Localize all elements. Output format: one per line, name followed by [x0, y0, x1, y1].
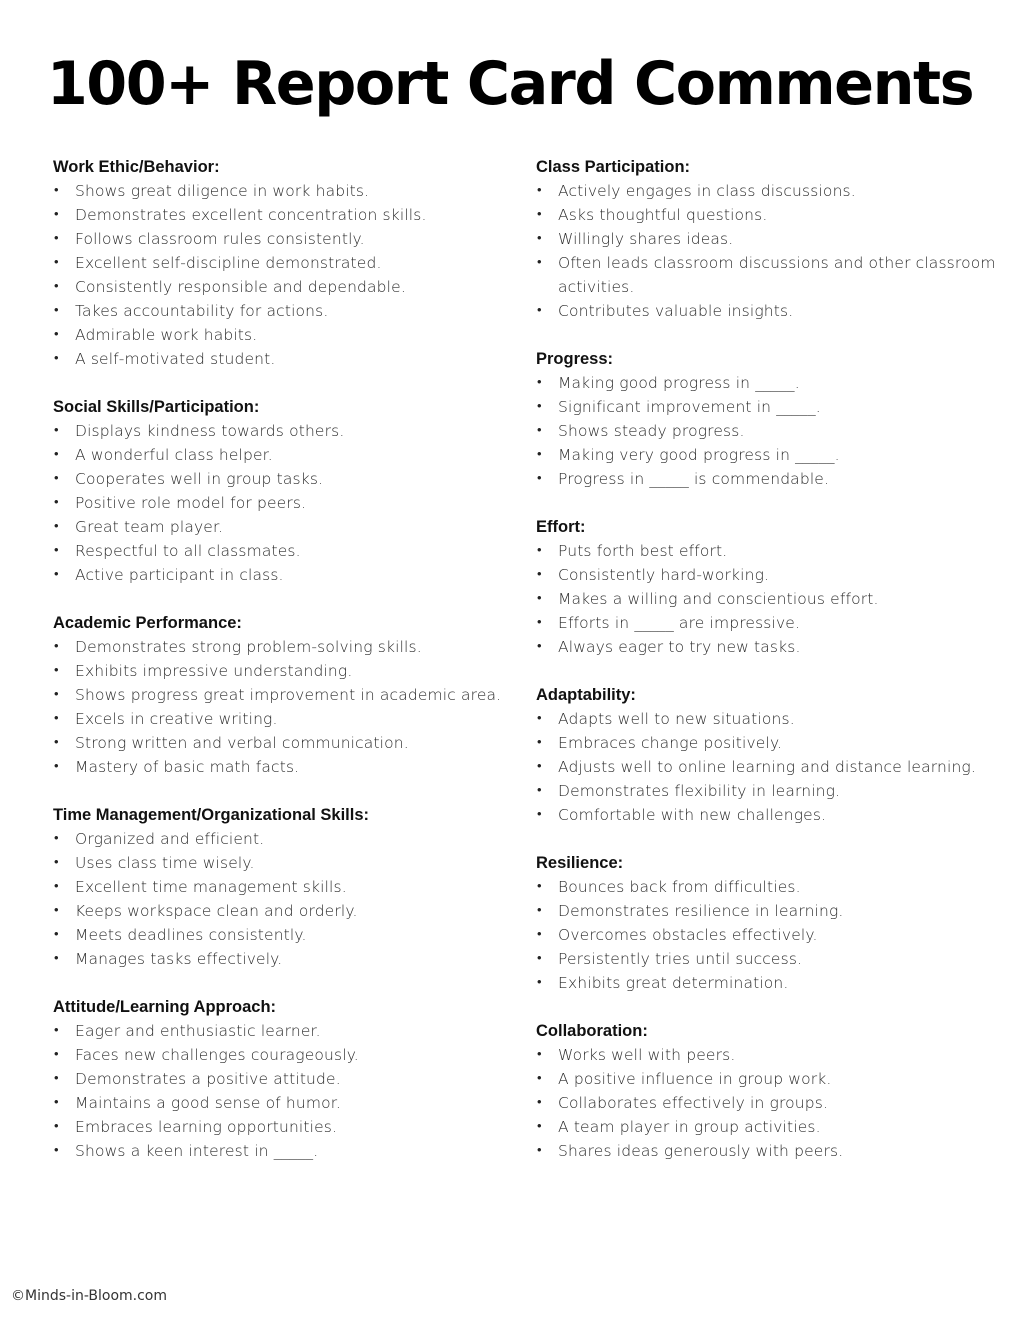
bullet-icon: •	[54, 279, 59, 294]
comment-text: Embraces change positively.	[558, 734, 783, 752]
bullet-icon: •	[54, 255, 59, 270]
section-heading: Progress:	[536, 350, 614, 368]
bullet-icon: •	[54, 1071, 59, 1086]
bullet-icon: •	[54, 927, 59, 942]
bullet-icon: •	[54, 1095, 59, 1110]
bullet-icon: •	[537, 303, 542, 318]
comment-text: Demonstrates excellent concentration skills.	[75, 206, 427, 224]
bullet-icon: •	[54, 1143, 59, 1158]
bullet-icon: •	[54, 903, 59, 918]
list-item	[53, 1043, 513, 1067]
comment-text: Adapts well to new situations.	[558, 710, 795, 728]
comment-text: Shows a keen interest in _____.	[75, 1142, 319, 1160]
comment-text: Consistently hard-working.	[558, 566, 770, 584]
bullet-icon: •	[54, 1119, 59, 1134]
comment-text: Excellent self-discipline demonstrated.	[75, 254, 382, 272]
list-item	[53, 1067, 513, 1091]
bullet-icon: •	[54, 735, 59, 750]
bullet-icon: •	[537, 1095, 542, 1110]
comment-text: Comfortable with new challenges.	[558, 806, 827, 824]
comment-text: Consistently responsible and dependable.	[75, 278, 406, 296]
comment-text: Persistently tries until success.	[558, 950, 803, 968]
section-heading: Attitude/Learning Approach:	[53, 998, 277, 1016]
list-item	[536, 179, 996, 203]
comment-text: Willingly shares ideas.	[558, 230, 734, 248]
section-progress	[536, 347, 996, 491]
comment-text: Displays kindness towards others.	[75, 422, 345, 440]
list-item	[53, 227, 513, 251]
list-item	[53, 755, 513, 779]
section-heading: Adaptability:	[536, 686, 636, 704]
comment-text: Making very good progress in _____.	[558, 446, 840, 464]
bullet-icon: •	[537, 1071, 542, 1086]
comment-text: Admirable work habits.	[75, 326, 258, 344]
section-heading: Academic Performance:	[53, 614, 242, 632]
list-item	[536, 371, 996, 395]
comment-text: Often leads classroom discussions and other classroom activities.	[558, 254, 996, 296]
list-item	[53, 443, 513, 467]
list-item	[53, 179, 513, 203]
bullet-icon: •	[537, 543, 542, 558]
list-item	[536, 203, 996, 227]
comment-text: A self-motivated student.	[75, 350, 276, 368]
bullet-icon: •	[537, 255, 542, 270]
comment-text: A positive influence in group work.	[558, 1070, 832, 1088]
bullet-icon: •	[537, 879, 542, 894]
comment-text: Demonstrates flexibility in learning.	[558, 782, 841, 800]
list-item	[53, 251, 513, 275]
list-item	[536, 1091, 996, 1115]
comment-text: Excellent time management skills.	[75, 878, 347, 896]
copyright-footer: ©Minds-in-Bloom.com	[11, 1288, 168, 1304]
section-class-participation	[536, 155, 996, 323]
comment-text: Collaborates effectively in groups.	[558, 1094, 829, 1112]
bullet-icon: •	[537, 807, 542, 822]
bullet-icon: •	[54, 759, 59, 774]
list-item	[536, 971, 996, 995]
comment-text: Organized and efficient.	[75, 830, 265, 848]
comment-text: Significant improvement in _____.	[558, 398, 821, 416]
list-item	[53, 299, 513, 323]
list-item	[53, 323, 513, 347]
bullet-icon: •	[54, 207, 59, 222]
comment-list	[536, 539, 996, 659]
bullet-icon: •	[537, 951, 542, 966]
bullet-icon: •	[537, 423, 542, 438]
list-item	[536, 803, 996, 827]
comment-text: Demonstrates resilience in learning.	[558, 902, 844, 920]
comment-text: Maintains a good sense of humor.	[75, 1094, 341, 1112]
list-item	[536, 563, 996, 587]
list-item	[536, 611, 996, 635]
list-item	[536, 395, 996, 419]
comment-list	[536, 179, 996, 323]
list-item	[536, 1043, 996, 1067]
comment-text: Embraces learning opportunities.	[75, 1118, 338, 1136]
bullet-icon: •	[54, 351, 59, 366]
comment-text: Actively engages in class discussions.	[558, 182, 856, 200]
list-item	[53, 731, 513, 755]
bullet-icon: •	[54, 855, 59, 870]
list-item	[536, 1115, 996, 1139]
bullet-icon: •	[54, 1023, 59, 1038]
list-item	[536, 899, 996, 923]
list-item	[53, 827, 513, 851]
bullet-icon: •	[54, 303, 59, 318]
section-academic-performance	[53, 611, 513, 779]
list-item	[53, 875, 513, 899]
comment-text: A wonderful class helper.	[75, 446, 273, 464]
comment-text: Takes accountability for actions.	[75, 302, 329, 320]
bullet-icon: •	[54, 447, 59, 462]
list-item	[536, 1067, 996, 1091]
list-item	[536, 467, 996, 491]
bullet-icon: •	[537, 735, 542, 750]
comment-text: Contributes valuable insights.	[558, 302, 794, 320]
comment-text: Strong written and verbal communication.	[75, 734, 409, 752]
list-item	[536, 251, 996, 299]
list-item	[536, 539, 996, 563]
list-item	[53, 515, 513, 539]
comment-text: Cooperates well in group tasks.	[75, 470, 324, 488]
list-item	[536, 731, 996, 755]
bullet-icon: •	[537, 783, 542, 798]
comment-text: Excels in creative writing.	[75, 710, 278, 728]
comment-list	[536, 371, 996, 491]
comment-list	[536, 875, 996, 995]
bullet-icon: •	[54, 423, 59, 438]
comment-text: Follows classroom rules consistently.	[75, 230, 365, 248]
list-item	[53, 1091, 513, 1115]
comment-text: Bounces back from difficulties.	[558, 878, 801, 896]
bullet-icon: •	[537, 447, 542, 462]
list-item	[53, 707, 513, 731]
list-item	[536, 419, 996, 443]
section-heading: Class Participation:	[536, 158, 691, 176]
section-work-ethic-behavior	[53, 155, 513, 371]
comment-text: Always eager to try new tasks.	[558, 638, 801, 656]
comment-text: Exhibits great determination.	[558, 974, 789, 992]
list-item	[536, 443, 996, 467]
bullet-icon: •	[537, 975, 542, 990]
bullet-icon: •	[54, 183, 59, 198]
comment-text: Manages tasks effectively.	[75, 950, 283, 968]
comment-list	[53, 827, 513, 971]
list-item	[536, 227, 996, 251]
bullet-icon: •	[537, 615, 542, 630]
bullet-icon: •	[537, 759, 542, 774]
comment-text: Uses class time wisely.	[75, 854, 255, 872]
section-heading: Effort:	[536, 518, 586, 536]
list-item	[536, 707, 996, 731]
list-item	[536, 635, 996, 659]
section-effort	[536, 515, 996, 659]
bullet-icon: •	[54, 639, 59, 654]
comment-text: Puts forth best effort.	[558, 542, 728, 560]
section-heading: Resilience:	[536, 854, 624, 872]
list-item	[53, 1139, 513, 1163]
comment-text: Demonstrates a positive attitude.	[75, 1070, 341, 1088]
bullet-icon: •	[537, 711, 542, 726]
bullet-icon: •	[537, 903, 542, 918]
comment-text: Respectful to all classmates.	[75, 542, 301, 560]
bullet-icon: •	[54, 567, 59, 582]
bullet-icon: •	[54, 543, 59, 558]
bullet-icon: •	[537, 375, 542, 390]
bullet-icon: •	[537, 927, 542, 942]
list-item	[53, 635, 513, 659]
bullet-icon: •	[537, 231, 542, 246]
comment-text: Overcomes obstacles effectively.	[558, 926, 818, 944]
comment-text: Keeps workspace clean and orderly.	[75, 902, 358, 920]
comment-text: Active participant in class.	[75, 566, 284, 584]
list-item	[53, 683, 513, 707]
comment-text: Exhibits impressive understanding.	[75, 662, 353, 680]
comment-text: Positive role model for peers.	[75, 494, 307, 512]
bullet-icon: •	[54, 1047, 59, 1062]
bullet-icon: •	[54, 495, 59, 510]
comment-text: Shares ideas generously with peers.	[558, 1142, 844, 1160]
bullet-icon: •	[537, 183, 542, 198]
comment-list	[53, 1019, 513, 1163]
bullet-icon: •	[54, 951, 59, 966]
comment-text: Great team player.	[75, 518, 224, 536]
comment-text: Progress in _____ is commendable.	[558, 470, 830, 488]
comment-text: Adjusts well to online learning and distance learning.	[558, 758, 976, 776]
list-item	[536, 299, 996, 323]
bullet-icon: •	[54, 519, 59, 534]
bullet-icon: •	[54, 711, 59, 726]
page-title: 100+ Report Card Comments	[46, 49, 974, 119]
list-item	[536, 1139, 996, 1163]
bullet-icon: •	[54, 687, 59, 702]
list-item	[536, 779, 996, 803]
comment-list	[53, 179, 513, 371]
comment-text: Meets deadlines consistently.	[75, 926, 307, 944]
list-item	[53, 275, 513, 299]
bullet-icon: •	[54, 663, 59, 678]
list-item	[53, 923, 513, 947]
list-item	[53, 347, 513, 371]
section-heading: Time Management/Organizational Skills:	[53, 806, 370, 824]
comment-text: Makes a willing and conscientious effort.	[558, 590, 879, 608]
bullet-icon: •	[54, 471, 59, 486]
bullet-icon: •	[54, 831, 59, 846]
list-item	[536, 587, 996, 611]
comment-list	[53, 419, 513, 587]
section-time-management-organizational-skills	[53, 803, 513, 971]
list-item	[53, 467, 513, 491]
bullet-icon: •	[54, 879, 59, 894]
section-social-skills-participation	[53, 395, 513, 587]
list-item	[53, 419, 513, 443]
comment-text: Shows great diligence in work habits.	[75, 182, 370, 200]
section-adaptability	[536, 683, 996, 827]
comment-text: A team player in group activities.	[558, 1118, 821, 1136]
comment-list	[536, 1043, 996, 1163]
bullet-icon: •	[537, 1119, 542, 1134]
bullet-icon: •	[537, 207, 542, 222]
comment-list	[536, 707, 996, 827]
right-column	[536, 155, 996, 1187]
bullet-icon: •	[537, 399, 542, 414]
bullet-icon: •	[54, 231, 59, 246]
list-item	[536, 875, 996, 899]
comment-text: Making good progress in _____.	[558, 374, 800, 392]
list-item	[53, 491, 513, 515]
bullet-icon: •	[537, 471, 542, 486]
section-collaboration	[536, 1019, 996, 1163]
comment-list	[53, 635, 513, 779]
list-item	[53, 1019, 513, 1043]
comment-text: Faces new challenges courageously.	[75, 1046, 359, 1064]
comment-text: Works well with peers.	[558, 1046, 736, 1064]
comment-text: Eager and enthusiastic learner.	[75, 1022, 321, 1040]
list-item	[536, 947, 996, 971]
list-item	[536, 923, 996, 947]
list-item	[53, 539, 513, 563]
bullet-icon: •	[537, 639, 542, 654]
bullet-icon: •	[537, 1047, 542, 1062]
comment-text: Asks thoughtful questions.	[558, 206, 768, 224]
bullet-icon: •	[54, 327, 59, 342]
comment-text: Demonstrates strong problem-solving skills.	[75, 638, 422, 656]
left-column	[53, 155, 513, 1187]
section-heading: Collaboration:	[536, 1022, 648, 1040]
section-resilience	[536, 851, 996, 995]
list-item	[53, 899, 513, 923]
list-item	[53, 203, 513, 227]
bullet-icon: •	[537, 1143, 542, 1158]
list-item	[536, 755, 996, 779]
comment-text: Shows progress great improvement in academic area.	[75, 686, 502, 704]
list-item	[53, 563, 513, 587]
list-item	[53, 947, 513, 971]
bullet-icon: •	[537, 567, 542, 582]
comment-text: Efforts in _____ are impressive.	[558, 614, 801, 632]
bullet-icon: •	[537, 591, 542, 606]
comment-text: Mastery of basic math facts.	[75, 758, 300, 776]
comment-text: Shows steady progress.	[558, 422, 745, 440]
list-item	[53, 851, 513, 875]
section-heading: Work Ethic/Behavior:	[53, 158, 220, 176]
section-attitude-learning-approach	[53, 995, 513, 1163]
list-item	[53, 1115, 513, 1139]
section-heading: Social Skills/Participation:	[53, 398, 260, 416]
list-item	[53, 659, 513, 683]
